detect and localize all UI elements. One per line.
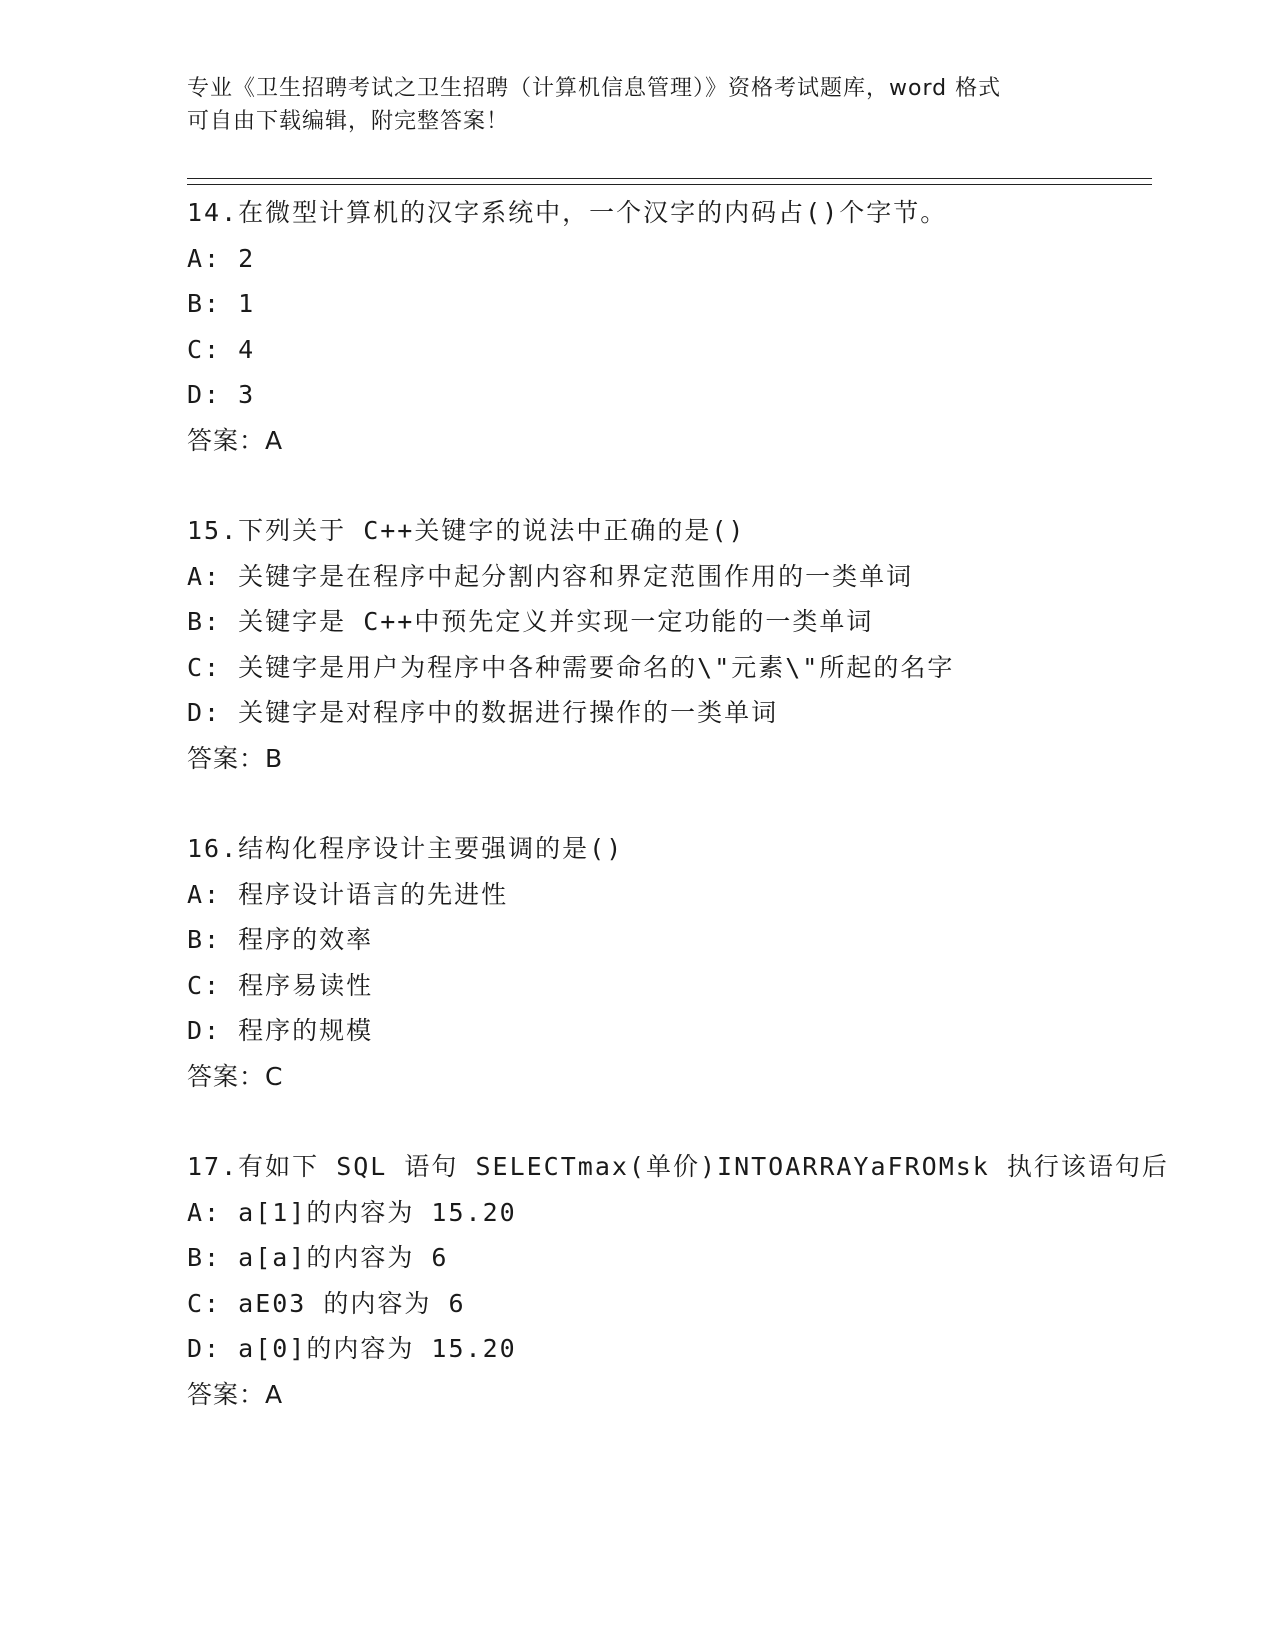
question-stem: 17.有如下 SQL 语句 SELECTmax(单价)INTOARRAYaFROMsk 执行该语句后 xyxy=(187,1152,1169,1181)
header-line-1: 专业《卫生招聘考试之卫生招聘（计算机信息管理）》资格考试题库，word 格式 xyxy=(187,76,1002,101)
option-b: B: 1 xyxy=(187,289,256,318)
question-14 xyxy=(187,190,1152,463)
option-a: A: 程序设计语言的先进性 xyxy=(187,879,509,909)
option-c: C: aE03 的内容为 6 xyxy=(187,1288,466,1318)
option-d: D: 程序的规模 xyxy=(187,1016,374,1045)
option-d: D: a[0]的内容为 15.20 xyxy=(187,1334,517,1363)
option-b: B: a[a]的内容为 6 xyxy=(187,1243,449,1272)
option-a: A: a[1]的内容为 15.20 xyxy=(187,1197,517,1227)
option-a: A: 2 xyxy=(187,243,256,273)
option-c: C: 关键字是用户为程序中各种需要命名的\"元素\"所起的名字 xyxy=(187,652,955,682)
question-stem: 16.结构化程序设计主要强调的是() xyxy=(187,834,624,863)
option-d: D: 关键字是对程序中的数据进行操作的一类单词 xyxy=(187,698,779,727)
question-list xyxy=(187,190,1169,1462)
option-b: B: 关键字是 C++中预先定义并实现一定功能的一类单词 xyxy=(187,607,874,636)
question-16 xyxy=(187,826,1152,1099)
header-divider-top xyxy=(187,178,1152,179)
header-line-2: 可自由下载编辑，附完整答案！ xyxy=(187,109,510,134)
option-c: C: 程序易读性 xyxy=(187,970,374,1000)
option-a: A: 关键字是在程序中起分割内容和界定范围作用的一类单词 xyxy=(187,561,914,591)
question-stem: 15.下列关于 C++关键字的说法中正确的是() xyxy=(187,516,746,545)
document-header xyxy=(187,72,1087,138)
question-15 xyxy=(187,508,1152,781)
question-17 xyxy=(187,1144,1169,1417)
option-c: C: 4 xyxy=(187,334,256,364)
answer-line: 答案：A xyxy=(187,1379,284,1409)
header-divider-bottom xyxy=(187,184,1152,185)
answer-line: 答案：C xyxy=(187,1061,284,1091)
answer-line: 答案：A xyxy=(187,425,284,455)
question-stem: 14.在微型计算机的汉字系统中，一个汉字的内码占()个字节。 xyxy=(187,198,948,227)
option-b: B: 程序的效率 xyxy=(187,925,374,954)
option-d: D: 3 xyxy=(187,380,256,409)
answer-line: 答案：B xyxy=(187,743,284,773)
